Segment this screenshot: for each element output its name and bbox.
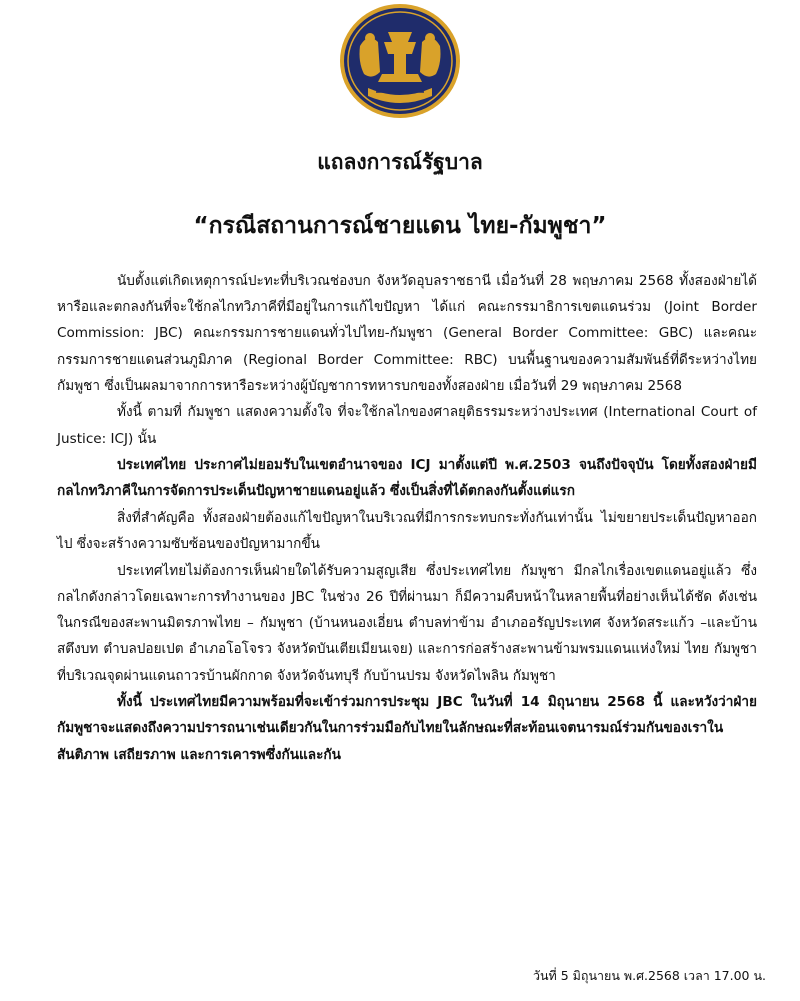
government-seal xyxy=(338,2,462,120)
statement-body xyxy=(57,268,757,768)
paragraph-jbc-meeting: ทั้งนี้ ประเทศไทยมีความพร้อมที่จะเข้าร่วมการประชุม JBC ในวันที่ 14 มิถุนายน 2568 นี้ และหวังว่าฝ่ายกัมพูชาจะแสดงถึงความปรารถนาเช่นเดียวกันในการร่วมมือกับไทยในลักษณะที่สะท้อนเจตนารมณ์ร่วมกันของเราในสันติภาพ เสถียรภาพ และการเคารพซึ่งกันและกัน xyxy=(57,694,757,763)
paragraph-mechanisms: ประเทศไทยไม่ต้องการเห็นฝ่ายใดได้รับความสูญเสีย ซึ่งประเทศไทย กัมพูชา มีกลไกเรื่องเขตแดนอยู่แล้ว ซึ่งกลไกดังกล่าวโดยเฉพาะการทำงานของ JBC ในช่วง 26 ปีที่ผ่านมา ก็มีความคืบหน้าในหลายพื้นที่อย่างเห็นได้ชัด ดังเช่นในกรณีของสะพานมิตรภาพไทย – กัมพูชา (บ้านหนองเอี่ยน ตำบลท่าข้าม อำเภออรัญประเทศ จังหวัดสระแก้ว –และบ้าน สตึงบท ตำบลปอยเปต อำเภอโอโจรว จังหวัดบันเตียเมียนเจย) และการก่อสร้างสะพานข้ามพรมแดนแห่งใหม่ ไทย กัมพูชา ที่บริเวณจุดผ่านแดนถาวรบ้านผักกาด จังหวัดจันทบุรี กับบ้านปรม จังหวัดไพลิน กัมพูชา xyxy=(57,562,757,684)
paragraph-key-point: สิ่งที่สำคัญคือ ทั้งสองฝ่ายต้องแก้ไขปัญหาในบริเวณที่มีการกระทบกระทั่งกันเท่านั้น ไม่ขยายประเด็นปัญหาออกไป ซึ่งจะสร้างความซับซ้อนของปัญหามากขึ้น xyxy=(57,510,757,553)
date-signoff: วันที่ 5 มิถุนายน พ.ศ.2568 เวลา 17.00 น. xyxy=(532,968,766,983)
paragraph-background: นับตั้งแต่เกิดเหตุการณ์ปะทะที่บริเวณช่องบก จังหวัดอุบลราชธานี เมื่อวันที่ 28 พฤษภาคม 2568 ทั้งสองฝ่ายได้หารือและตกลงกันที่จะใช้กลไกทวิภาคีที่มีอยู่ในการแก้ไขปัญหา ได้แก่ คณะกรรมาธิการเขตแดนร่วม (Joint Border Commission: JBC) คณะกรรมการชายแดนทั่วไปไทย-กัมพูชา (General Border Committee: GBC) และคณะกรรมการชายแดนส่วนภูมิภาค (Regional Border Committee: RBC) บนพื้นฐานของความสัมพันธ์ที่ดีระหว่างไทย กัมพูชา ซึ่งเป็นผลมาจากการหารือระหว่างผู้บัญชาการทหารบกของทั้งสองฝ่าย เมื่อวันที่ 29 พฤษภาคม 2568 xyxy=(57,273,757,394)
paragraph-icj-intent: ทั้งนี้ ตามที่ กัมพูชา แสดงความตั้งใจ ที่จะใช้กลไกของศาลยุติธรรมระหว่างประเทศ (International Court of Justice: ICJ) นั้น xyxy=(57,404,757,447)
paragraph-icj-position: ประเทศไทย ประกาศไม่ยอมรับในเขตอำนาจของ ICJ มาตั้งแต่ปี พ.ศ.2503 จนถึงปัจจุบัน โดยทั้งสองฝ่ายมีกลไกทวิภาคีในการจัดการประเด็นปัญหาชายแดนอยู่แล้ว ซึ่งเป็นสิ่งที่ได้ตกลงกันตั้งแต่แรก xyxy=(57,457,757,500)
document-title: “กรณีสถานการณ์ชายแดน ไทย-กัมพูชา” xyxy=(193,213,607,239)
garuda-seal-icon xyxy=(338,2,462,120)
document-type-heading: แถลงการณ์รัฐบาล xyxy=(317,150,483,174)
